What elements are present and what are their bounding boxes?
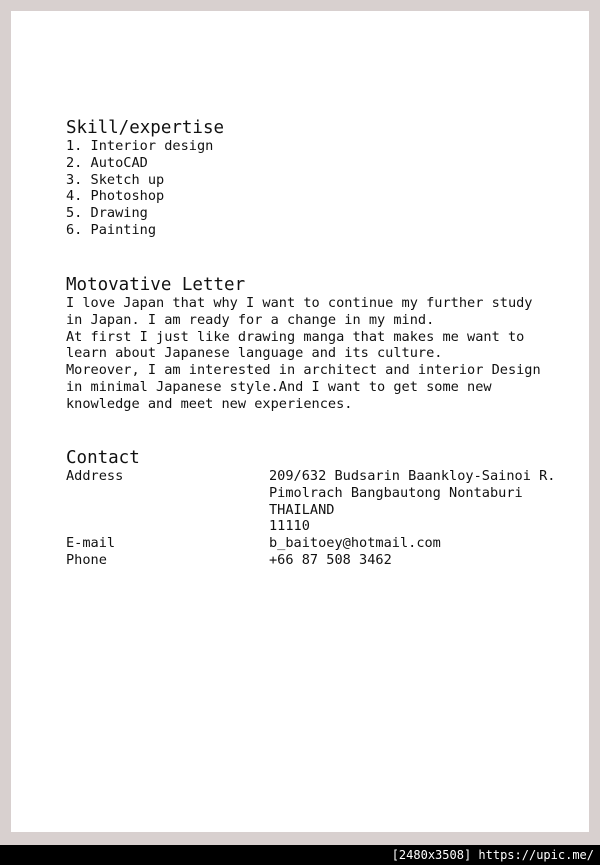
phone-label: Phone (66, 551, 107, 568)
address-line: Pimolrach Bangbautong Nontaburi (269, 484, 523, 501)
address-line: 209/632 Budsarin Baankloy-Sainoi R. (269, 468, 556, 484)
skill-item: 4. Photoshop (66, 188, 165, 205)
letter-line: I love Japan that why I want to continue my further study (66, 295, 533, 311)
letter-line: in Japan. I am ready for a change in my mind. (66, 311, 435, 328)
contact-heading: Contact (66, 448, 140, 468)
letter-body (66, 295, 541, 413)
contact-table (66, 468, 586, 569)
letter-line: At first I just like drawing manga that makes me want to (66, 328, 525, 345)
skill-item: 5. Drawing (66, 205, 148, 222)
email-value: b_baitoey@hotmail.com (269, 535, 441, 552)
contact-address-row (66, 485, 586, 502)
phone-value: +66 87 508 3462 (269, 551, 392, 568)
address-line: 11110 (269, 518, 310, 535)
contact-phone-row (66, 552, 586, 569)
email-label: E-mail (66, 535, 116, 552)
skill-item: 6. Painting (66, 221, 157, 238)
skills-heading: Skill/expertise (66, 118, 225, 138)
contact-email-row (66, 535, 586, 552)
image-source-caption: [2480x3508] https://upic.me/ (391, 848, 594, 862)
address-label: Address (66, 468, 124, 484)
address-line: THAILAND (269, 501, 335, 518)
skills-list (66, 138, 213, 239)
contact-address-row (66, 502, 586, 519)
letter-line: knowledge and meet new experiences. (66, 395, 353, 412)
document-page (11, 11, 589, 832)
skill-item: 3. Sketch up (66, 171, 165, 188)
letter-heading: Motovative Letter (66, 275, 246, 295)
contact-address-row (66, 468, 586, 485)
skill-item: 1. Interior design (66, 138, 214, 154)
contact-address-row (66, 518, 586, 535)
letter-line: Moreover, I am interested in architect and interior Design (66, 362, 541, 379)
letter-line: learn about Japanese language and its culture. (66, 345, 443, 362)
letter-line: in minimal Japanese style.And I want to get some new (66, 378, 492, 395)
skill-item: 2. AutoCAD (66, 154, 148, 171)
